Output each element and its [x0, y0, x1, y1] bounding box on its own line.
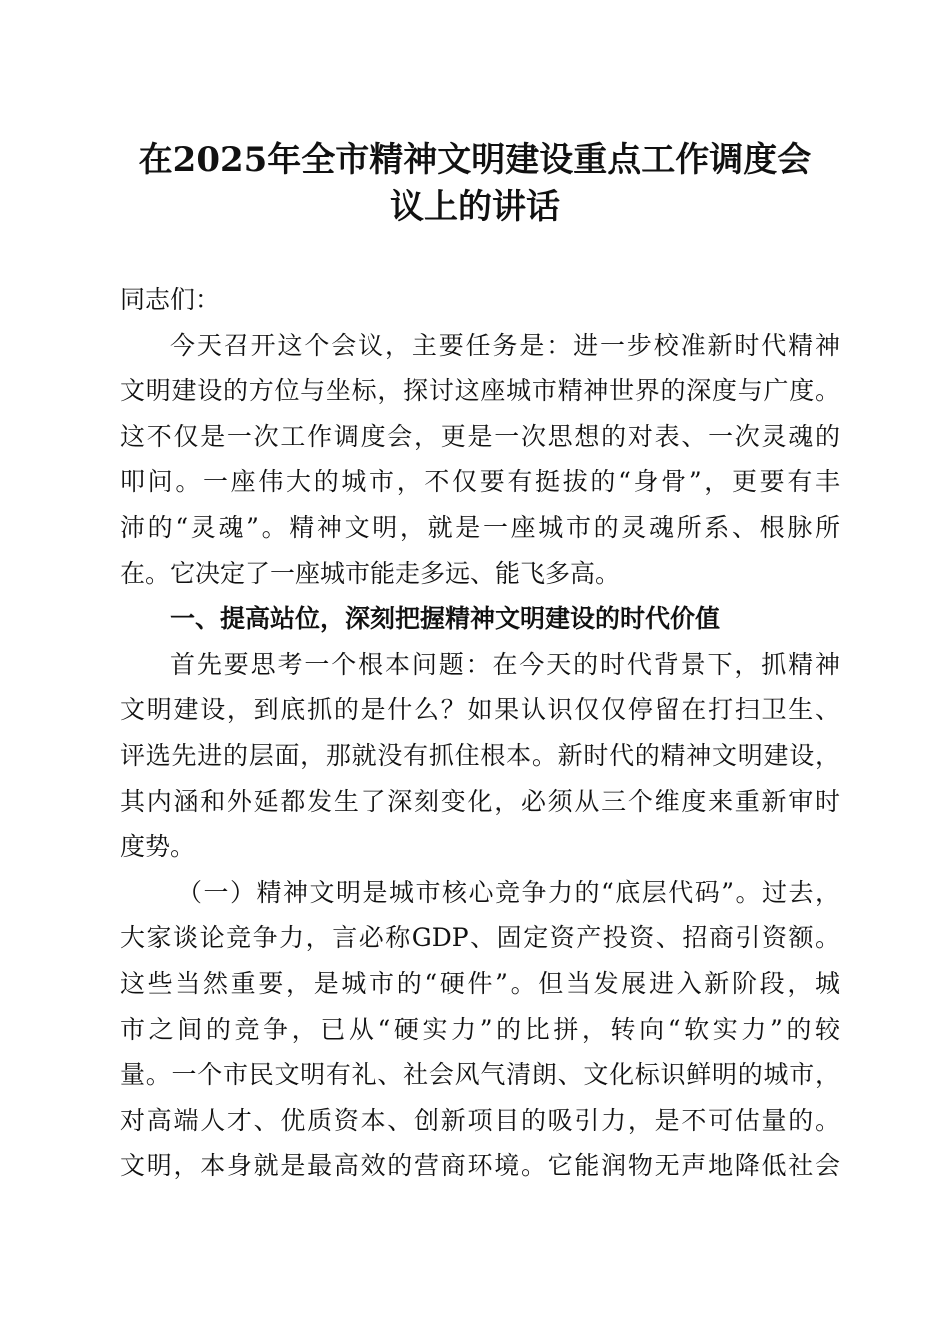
- paragraph-3-line: （一）精神文明是城市核心竞争力的“底层代码”。过去，: [177, 877, 840, 907]
- paragraph-3-line: 这些当然重要，是城市的“硬件”。但当发展进入新阶段，城: [120, 968, 840, 998]
- document-body: [120, 277, 840, 1189]
- paragraph-1-line: 今天召开这个会议，主要任务是：进一步校准新时代精神: [170, 330, 840, 360]
- paragraph-3-line: 大家谈论竞争力，言必称GDP、固定资产投资、招商引资额。: [120, 923, 840, 953]
- paragraph-2-line: 首先要思考一个根本问题：在今天的时代背景下，抓精神: [170, 649, 840, 679]
- paragraph-1-line: 叩问。一座伟大的城市，不仅要有挺拔的“身骨”，更要有丰: [120, 467, 840, 497]
- paragraph-3-line: 市之间的竞争，已从“硬实力”的比拼，转向“软实力”的较: [120, 1014, 840, 1044]
- document-title-line-1: 在2025年全市精神文明建设重点工作调度会: [138, 140, 812, 180]
- paragraph-3-line: 量。一个市民文明有礼、社会风气清朗、文化标识鲜明的城市，: [120, 1060, 840, 1090]
- document-title-line-2: 议上的讲话: [390, 187, 560, 227]
- paragraph-1-line: 在。它决定了一座城市能走多远、能飞多高。: [120, 558, 621, 588]
- paragraph-2-line: 其内涵和外延都发生了深刻变化，必须从三个维度来重新审时: [120, 786, 840, 816]
- paragraph-2-line: 文明建设，到底抓的是什么？如果认识仅仅停留在打扫卫生、: [120, 695, 840, 725]
- paragraph-1-line: 文明建设的方位与坐标，探讨这座城市精神世界的深度与广度。: [120, 376, 840, 406]
- paragraph-2-line: 度势。: [120, 832, 196, 862]
- paragraph-1-line: 这不仅是一次工作调度会，更是一次思想的对表、一次灵魂的: [120, 421, 840, 451]
- paragraph-3-line: 对高端人才、优质资本、创新项目的吸引力，是不可估量的。: [120, 1105, 840, 1135]
- section-heading-1: 一、提高站位，深刻把握精神文明建设的时代价值: [170, 604, 721, 634]
- paragraph-1-line: 沛的“灵魂”。精神文明，就是一座城市的灵魂所系、根脉所: [120, 512, 840, 542]
- paragraph-2-line: 评选先进的层面，那就没有抓住根本。新时代的精神文明建设，: [120, 740, 840, 770]
- paragraph-3-line: 文明，本身就是最高效的营商环境。它能润物无声地降低社会: [120, 1151, 840, 1181]
- salutation: 同志们：: [120, 285, 221, 314]
